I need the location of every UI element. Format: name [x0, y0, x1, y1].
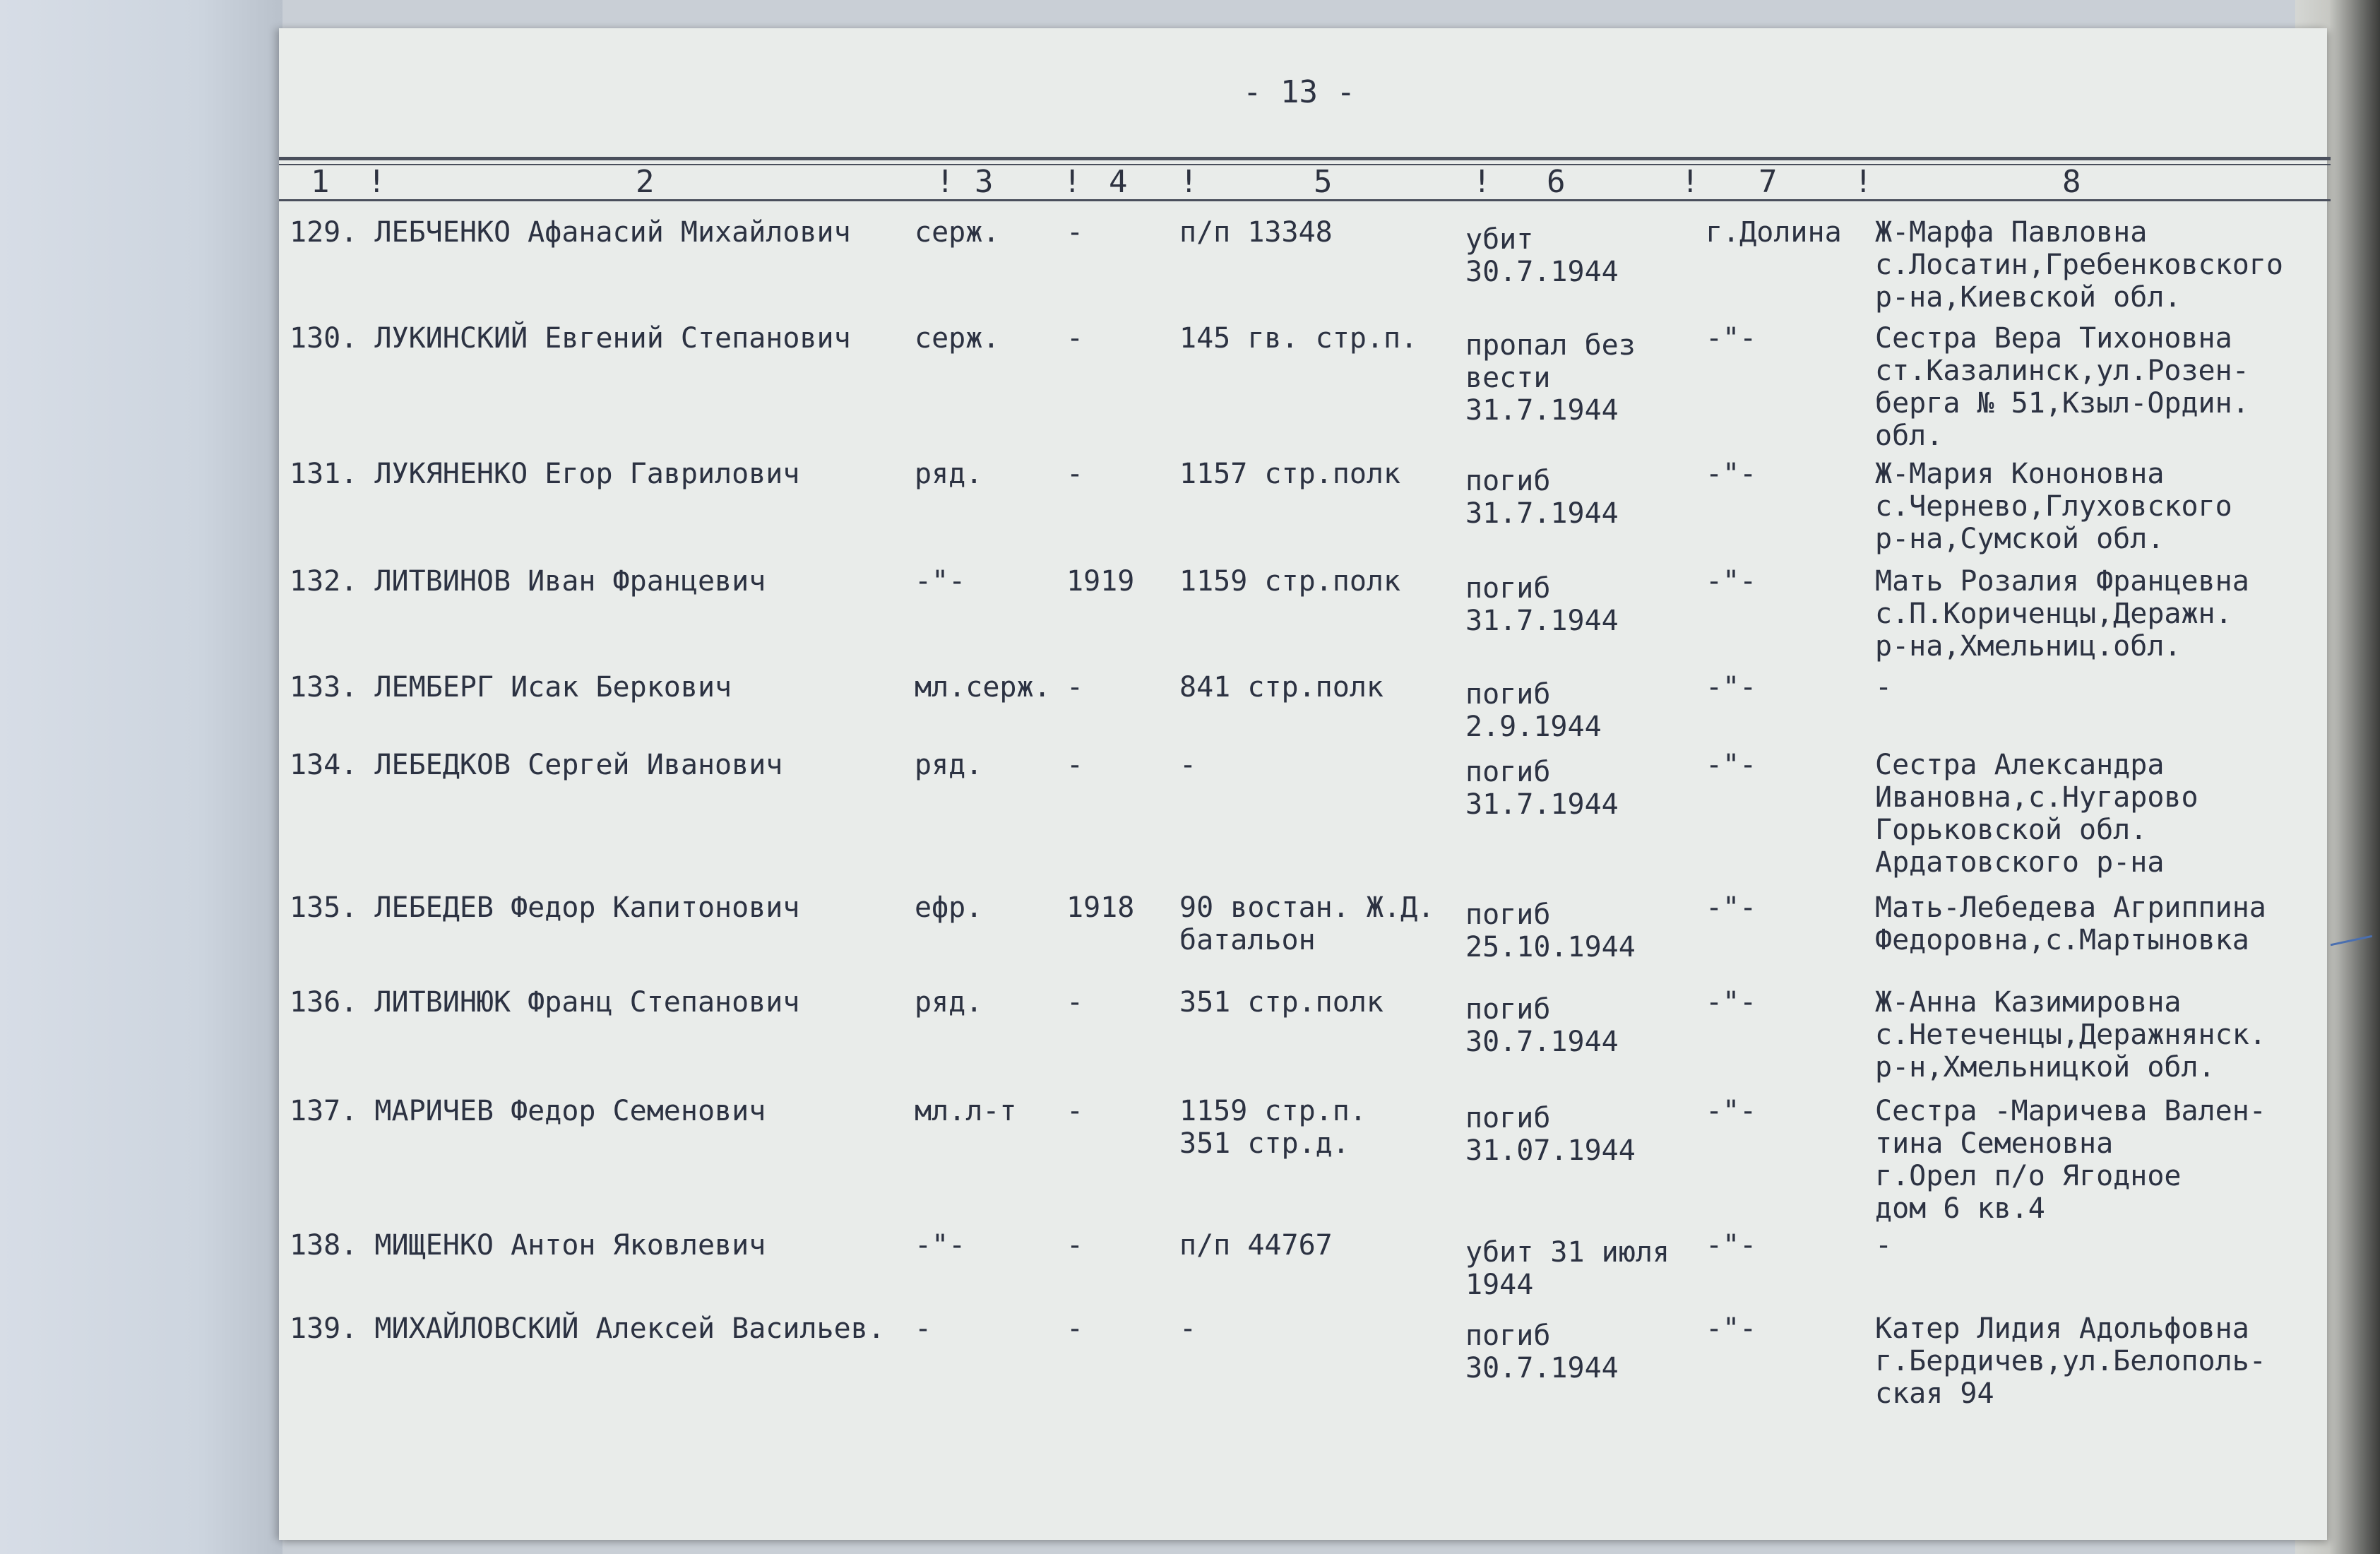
column-separator: !: [367, 164, 386, 200]
burial-place: -"-: [1706, 322, 1757, 355]
relatives-address-line: ская 94: [1875, 1377, 1994, 1410]
relatives-address-line: дом 6 кв.4: [1875, 1192, 2045, 1225]
fate-date-line: пропал без: [1465, 329, 1636, 362]
relatives-address-line: г.Орел п/о Ягодное: [1875, 1160, 2182, 1192]
fate-date: [1465, 756, 1619, 821]
fate-date: [1465, 1319, 1619, 1384]
relatives-address: [1875, 322, 2249, 452]
relatives-address-line: с.П.Кориченцы,Деражн.: [1875, 598, 2232, 630]
fate-date: [1465, 898, 1636, 963]
rank: ряд.: [915, 986, 983, 1019]
fate-date-line: 31.7.1944: [1465, 394, 1619, 427]
column-header-5: 5: [1314, 164, 1333, 200]
burial-place: -"-: [1706, 671, 1757, 704]
burial-place: г.Долина: [1706, 216, 1842, 249]
person-name: 137. МАРИЧЕВ Федор Семенович: [290, 1095, 766, 1127]
relatives-address: [1875, 458, 2232, 555]
fate-date: [1465, 1102, 1636, 1167]
person-name: 139. МИХАЙЛОВСКИЙ Алексей Васильев.: [290, 1312, 885, 1345]
fate-date-line: погиб: [1465, 572, 1551, 605]
relatives-address: [1875, 749, 2198, 879]
person-name: 130. ЛУКИНСКИЙ Евгений Степанович: [290, 322, 851, 355]
birth-year: 1918: [1066, 891, 1135, 924]
person-name: 136. ЛИТВИНЮК Франц Степанович: [290, 986, 800, 1019]
relatives-address: [1875, 1095, 2266, 1225]
rank: мл.л-т: [915, 1095, 1017, 1127]
fate-date-line: 31.7.1944: [1465, 497, 1619, 530]
column-separator: !: [1472, 164, 1492, 200]
relatives-address-line: Ж-Марфа Павловна: [1875, 216, 2148, 249]
fate-date-line: погиб: [1465, 898, 1551, 931]
relatives-address-line: обл.: [1875, 420, 1944, 452]
military-unit-line: -: [1179, 749, 1197, 781]
military-unit: [1179, 322, 1417, 355]
military-unit-line: 351 стр.полк: [1179, 986, 1384, 1019]
person-name: 129. ЛЕБЧЕНКО Афанасий Михайлович: [290, 216, 851, 249]
birth-year: -: [1066, 1312, 1084, 1345]
relatives-address-line: Ж-Мария Кононовна: [1875, 458, 2165, 490]
column-separator: !: [936, 164, 955, 200]
person-name: 133. ЛЕМБЕРГ Исак Беркович: [290, 671, 732, 704]
rank: ряд.: [915, 458, 983, 490]
column-header-6: 6: [1547, 164, 1566, 200]
person-name: 131. ЛУКЯНЕНКО Егор Гаврилович: [290, 458, 800, 490]
column-header-3: 3: [975, 164, 994, 200]
military-unit: [1179, 1312, 1196, 1345]
birth-year: -: [1066, 1095, 1084, 1127]
military-unit: [1179, 986, 1384, 1019]
military-unit-line: батальон: [1179, 924, 1316, 956]
burial-place: -"-: [1706, 1095, 1757, 1127]
birth-year: -: [1066, 1229, 1084, 1262]
military-unit-line: 1159 стр.п.: [1179, 1095, 1367, 1127]
relatives-address: [1875, 565, 2249, 663]
table-header-rule: [279, 199, 2331, 201]
column-header-8: 8: [2062, 164, 2081, 200]
military-unit: [1179, 749, 1196, 781]
page-number: - 13 -: [1243, 74, 1355, 110]
column-separator: !: [1179, 164, 1198, 200]
facing-page: [0, 0, 282, 1554]
column-header-1: 1: [311, 164, 330, 200]
fate-date-line: убит 31 июля: [1465, 1236, 1670, 1269]
military-unit-line: -: [1179, 1312, 1197, 1345]
burial-place: -"-: [1706, 891, 1757, 924]
military-unit-line: п/п 44767: [1179, 1229, 1333, 1262]
rank: мл.серж.: [915, 671, 1051, 704]
burial-place: -"-: [1706, 565, 1757, 598]
military-unit-line: 841 стр.полк: [1179, 671, 1384, 704]
relatives-address: [1875, 216, 2283, 314]
fate-date-line: погиб: [1465, 993, 1551, 1026]
fate-date-line: 2.9.1944: [1465, 711, 1602, 743]
fate-date-line: 30.7.1944: [1465, 256, 1619, 288]
relatives-address-line: Ардатовского р-на: [1875, 846, 2165, 879]
fate-date: [1465, 572, 1619, 637]
fate-date-line: 25.10.1944: [1465, 931, 1636, 963]
column-header-7: 7: [1759, 164, 1778, 200]
fate-date: [1465, 1236, 1670, 1301]
fate-date-line: вести: [1465, 362, 1551, 394]
military-unit: [1179, 565, 1400, 598]
column-separator: !: [1854, 164, 1873, 200]
military-unit-line: 145 гв. стр.п.: [1179, 322, 1418, 355]
fate-date-line: 31.7.1944: [1465, 605, 1619, 637]
relatives-address-line: Мать-Лебедева Агриппина: [1875, 891, 2266, 924]
relatives-address: [1875, 671, 1892, 704]
column-separator: !: [1681, 164, 1700, 200]
relatives-address-line: Катер Лидия Адольфовна: [1875, 1312, 2249, 1345]
fate-date-line: убит: [1465, 223, 1534, 256]
relatives-address-line: с.Лосатин,Гребенковского: [1875, 249, 2283, 281]
military-unit-line: 90 востан. Ж.Д.: [1179, 891, 1435, 924]
column-header-4: 4: [1109, 164, 1128, 200]
relatives-address-line: Горьковской обл.: [1875, 814, 2148, 846]
person-name: 132. ЛИТВИНОВ Иван Францевич: [290, 565, 766, 598]
rank: серж.: [915, 216, 1000, 249]
birth-year: -: [1066, 216, 1084, 249]
rank: -: [915, 1312, 932, 1345]
relatives-address-line: Федоровна,с.Мартыновка: [1875, 924, 2249, 956]
fate-date-line: погиб: [1465, 1319, 1551, 1352]
fate-date-line: погиб: [1465, 756, 1551, 788]
military-unit: [1179, 891, 1434, 956]
person-name: 138. МИЩЕНКО Антон Яковлевич: [290, 1229, 766, 1262]
fate-date-line: 30.7.1944: [1465, 1026, 1619, 1058]
fate-date: [1465, 993, 1619, 1058]
birth-year: -: [1066, 671, 1084, 704]
military-unit: [1179, 1229, 1333, 1262]
fate-date: [1465, 465, 1619, 530]
relatives-address-line: -: [1875, 1229, 1893, 1262]
relatives-address-line: Сестра Вера Тихоновна: [1875, 322, 2232, 355]
relatives-address: [1875, 1229, 1892, 1262]
relatives-address: [1875, 891, 2266, 956]
fate-date: [1465, 329, 1636, 427]
military-unit-line: 1157 стр.полк: [1179, 458, 1401, 490]
fate-date-line: погиб: [1465, 678, 1551, 711]
relatives-address-line: Ж-Анна Казимировна: [1875, 986, 2182, 1019]
person-name: 135. ЛЕБЕДЕВ Федор Капитонович: [290, 891, 800, 924]
bleed-through-text: [7, 177, 261, 201]
military-unit: [1179, 216, 1333, 249]
relatives-address-line: Сестра -Маричева Вален-: [1875, 1095, 2266, 1127]
fate-date-line: 1944: [1465, 1269, 1534, 1301]
column-separator: !: [1063, 164, 1082, 200]
rank: серж.: [915, 322, 1000, 355]
relatives-address-line: тина Семеновна: [1875, 1127, 2114, 1160]
relatives-address-line: р-на,Хмельниц.обл.: [1875, 630, 2182, 663]
fate-date-line: 31.7.1944: [1465, 788, 1619, 821]
fate-date-line: 30.7.1944: [1465, 1352, 1619, 1384]
relatives-address-line: ст.Казалинск,ул.Розен-: [1875, 355, 2249, 387]
rank: -"-: [915, 565, 966, 598]
birth-year: -: [1066, 322, 1084, 355]
birth-year: -: [1066, 458, 1084, 490]
rank: ряд.: [915, 749, 983, 781]
column-header-2: 2: [636, 164, 655, 200]
rank: ефр.: [915, 891, 983, 924]
relatives-address-line: р-на,Сумской обл.: [1875, 523, 2165, 555]
military-unit-line: 351 стр.д.: [1179, 1127, 1350, 1160]
birth-year: -: [1066, 986, 1084, 1019]
military-unit: [1179, 458, 1400, 490]
relatives-address-line: Ивановна,с.Нугарово: [1875, 781, 2198, 814]
rank: -"-: [915, 1229, 966, 1262]
relatives-address-line: с.Чернево,Глуховского: [1875, 490, 2232, 523]
burial-place: -"-: [1706, 1312, 1757, 1345]
military-unit: [1179, 1095, 1367, 1160]
table-top-rule-2: [279, 164, 2331, 165]
birth-year: -: [1066, 749, 1084, 781]
military-unit: [1179, 671, 1384, 704]
fate-date: [1465, 223, 1619, 288]
birth-year: 1919: [1066, 565, 1135, 598]
burial-place: -"-: [1706, 749, 1757, 781]
fate-date-line: погиб: [1465, 1102, 1551, 1134]
table-top-rule: [279, 157, 2331, 160]
military-unit-line: п/п 13348: [1179, 216, 1333, 249]
relatives-address: [1875, 1312, 2266, 1410]
relatives-address-line: Сестра Александра: [1875, 749, 2165, 781]
burial-place: -"-: [1706, 1229, 1757, 1262]
military-unit-line: 1159 стр.полк: [1179, 565, 1401, 598]
fate-date-line: погиб: [1465, 465, 1551, 497]
fate-date: [1465, 678, 1602, 743]
relatives-address-line: Мать Розалия Францевна: [1875, 565, 2249, 598]
burial-place: -"-: [1706, 458, 1757, 490]
relatives-address-line: р-на,Киевской обл.: [1875, 281, 2182, 314]
relatives-address-line: берга № 51,Кзыл-Ордин.: [1875, 387, 2249, 420]
relatives-address-line: с.Нетеченцы,Деражнянск.: [1875, 1019, 2266, 1051]
relatives-address-line: р-н,Хмельницкой обл.: [1875, 1051, 2215, 1084]
relatives-address-line: г.Бердичев,ул.Белополь-: [1875, 1345, 2266, 1377]
fate-date-line: 31.07.1944: [1465, 1134, 1636, 1167]
relatives-address: [1875, 986, 2266, 1084]
person-name: 134. ЛЕБЕДКОВ Сергей Иванович: [290, 749, 783, 781]
relatives-address-line: -: [1875, 671, 1893, 704]
burial-place: -"-: [1706, 986, 1757, 1019]
